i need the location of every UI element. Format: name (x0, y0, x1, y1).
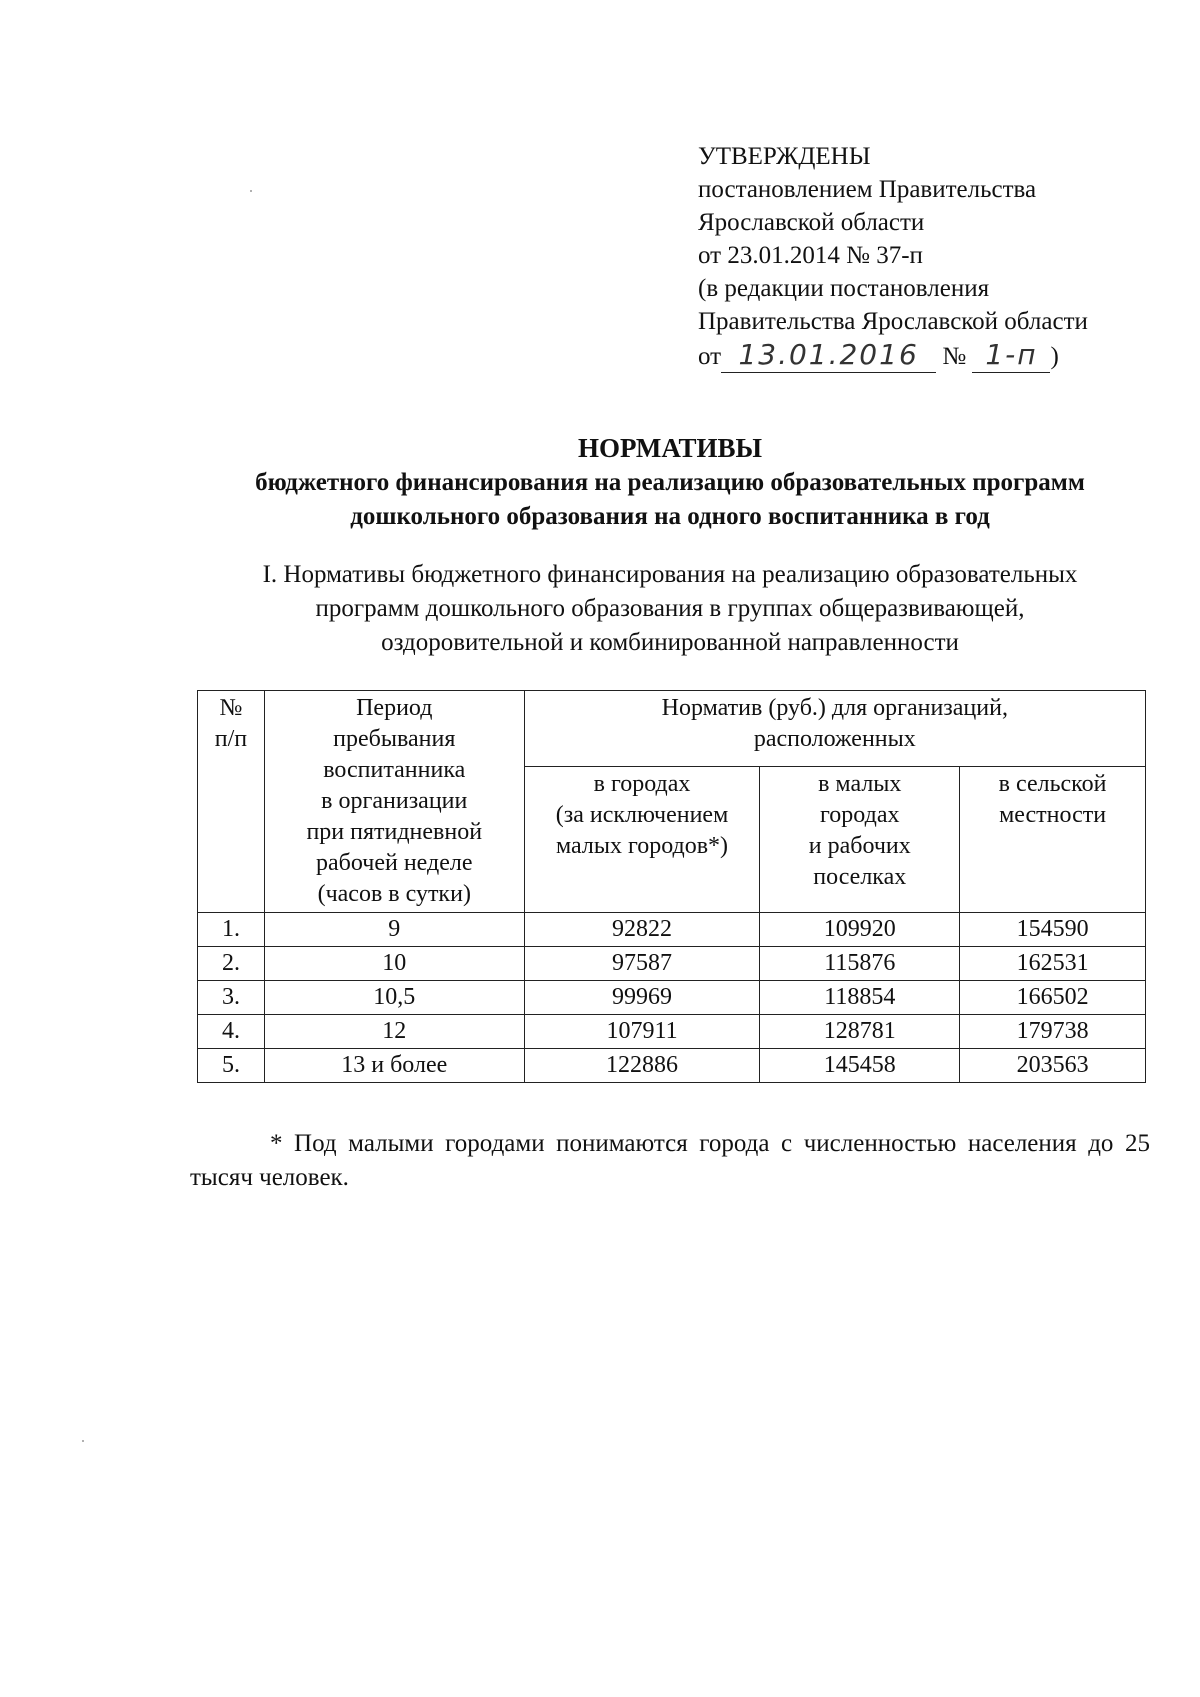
cell-small-towns: 118854 (760, 981, 960, 1015)
header-small-towns: в малых городах и рабочих поселках (760, 766, 960, 912)
header-period: Период пребывания воспитанника в организации при пятидневной рабочей неделе (часов в сутки) (264, 691, 524, 913)
cell-cities: 97587 (524, 947, 760, 981)
approval-amendment-line (698, 338, 1188, 373)
cell-num: 3. (198, 981, 265, 1015)
norms-table (197, 690, 1146, 1083)
document-title (190, 430, 1150, 534)
approval-heading: УТВЕРЖДЕНЫ (698, 143, 871, 170)
cell-cities: 107911 (524, 1015, 760, 1049)
cell-cities: 122886 (524, 1049, 760, 1083)
cell-num: 5. (198, 1049, 265, 1083)
table-row (198, 981, 1146, 1015)
cell-period: 12 (264, 1015, 524, 1049)
header-row (198, 691, 1146, 767)
header-norm: Норматив (руб.) для организаций, расположенных (524, 691, 1145, 767)
title-sub: бюджетного финансирования на реализацию образовательных программ (255, 469, 1085, 496)
cell-small-towns: 109920 (760, 913, 960, 947)
title-sub: дошкольного образования на одного воспитанника в год (350, 503, 990, 530)
approval-line: Правительства Ярославской области (698, 308, 1088, 335)
cell-rural: 162531 (960, 947, 1146, 981)
cell-rural: 166502 (960, 981, 1146, 1015)
cell-rural: 179738 (960, 1015, 1146, 1049)
cell-cities: 92822 (524, 913, 760, 947)
approval-prefix: от (698, 343, 722, 370)
cell-num: 1. (198, 913, 265, 947)
table-row (198, 1049, 1146, 1083)
cell-num: 4. (198, 1015, 265, 1049)
cell-period: 9 (264, 913, 524, 947)
cell-rural: 154590 (960, 913, 1146, 947)
cell-cities: 99969 (524, 981, 760, 1015)
cell-num: 2. (198, 947, 265, 981)
number-sign: № (942, 343, 967, 370)
cell-small-towns: 115876 (760, 947, 960, 981)
header-num: № п/п (198, 691, 265, 913)
table-row (198, 913, 1146, 947)
scan-speck (82, 1440, 84, 1442)
approval-line: постановлением Правительства (698, 176, 1037, 203)
approval-line: (в редакции постановления (698, 275, 990, 302)
handwritten-date: 13.01.2016 (721, 338, 936, 371)
table-row (198, 947, 1146, 981)
section-line: программ дошкольного образования в группах общеразвивающей, (315, 595, 1025, 622)
section-heading (190, 558, 1150, 660)
approval-stamp (698, 140, 1188, 373)
scan-speck (250, 190, 252, 192)
cell-small-towns: 145458 (760, 1049, 960, 1083)
approval-line: от 23.01.2014 № 37-п (698, 242, 923, 269)
table-row (198, 1015, 1146, 1049)
footnote: * Под малыми городами понимаются города с численностью населения до 25 тысяч человек. (190, 1130, 1150, 1191)
cell-period: 10,5 (264, 981, 524, 1015)
approval-line: Ярославской области (698, 209, 925, 236)
header-cities: в городах (за исключением малых городов*) (524, 766, 760, 912)
header-rural: в сельской местности (960, 766, 1146, 912)
title-main: НОРМАТИВЫ (577, 433, 763, 463)
cell-small-towns: 128781 (760, 1015, 960, 1049)
cell-period: 13 и более (264, 1049, 524, 1083)
handwritten-number: 1-п (972, 338, 1050, 371)
cell-period: 10 (264, 947, 524, 981)
cell-rural: 203563 (960, 1049, 1146, 1083)
section-line: I. Нормативы бюджетного финансирования на реализацию образовательных (262, 561, 1078, 588)
section-line: оздоровительной и комбинированной направленности (381, 629, 959, 656)
closing-paren: ) (1050, 343, 1059, 370)
